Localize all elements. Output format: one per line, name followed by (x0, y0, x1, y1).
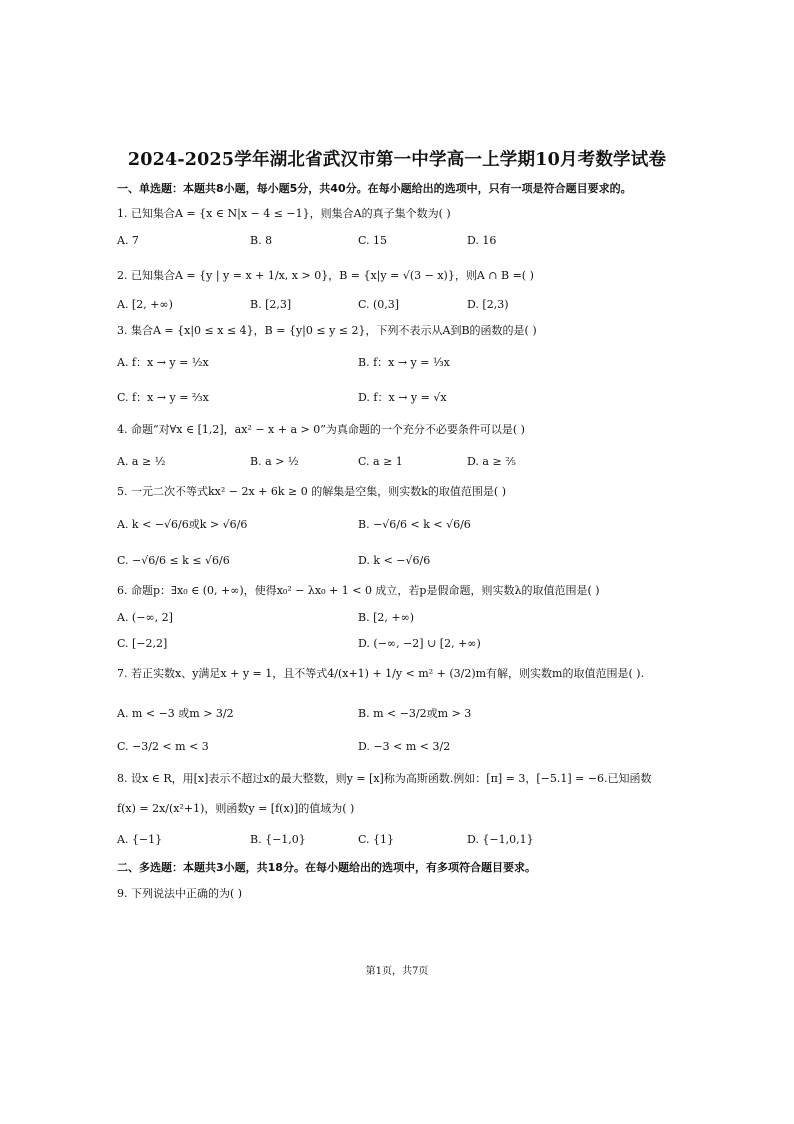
page-title: 2024-2025学年湖北省武汉市第一中学高一上学期10月考数学试卷 (127, 150, 667, 170)
question-6-option-b: B. [2, +∞) (358, 611, 415, 624)
question-1-stem: 1. 已知集合A = {x ∈ N|x − 4 ≤ −1}，则集合A的真子集个数为( ) (117, 207, 451, 220)
question-5-stem: 5. 一元二次不等式kx² − 2x + 6k ≥ 0 的解集是空集，则实数k的取值范围是( ) (117, 485, 507, 498)
question-6-option-c: C. [−2,2] (117, 637, 168, 650)
question-6-option-d: D. (−∞, −2] ∪ [2, +∞) (358, 637, 481, 650)
question-5-option-d: D. k < −√6/6 (358, 554, 431, 567)
question-8-option-d: D. {−1,0,1} (467, 833, 534, 846)
section-heading-single-choice: 一、单选题：本题共8小题，每小题5分，共40分。在每小题给出的选项中，只有一项是符合题目要求的。 (117, 182, 632, 195)
question-1-option-b: B. 8 (250, 234, 273, 247)
question-6-option-a: A. (−∞, 2] (117, 611, 173, 624)
question-5-option-c: C. −√6/6 ≤ k ≤ √6/6 (117, 554, 230, 567)
question-2-option-c: C. (0,3] (358, 298, 400, 311)
question-3-stem: 3. 集合A = {x|0 ≤ x ≤ 4}，B = {y|0 ≤ y ≤ 2}，下列不表示从A到B的函数的是( ) (117, 324, 537, 337)
question-1-option-d: D. 16 (467, 234, 497, 247)
question-4-option-c: C. a ≥ 1 (358, 455, 403, 468)
question-8-option-c: C. {1} (358, 833, 395, 846)
question-3-option-a: A. f：x → y = ½x (117, 356, 209, 369)
question-7-option-b: B. m < −3/2或m > 3 (358, 707, 472, 720)
question-3-option-b: B. f：x → y = ⅓x (358, 356, 450, 369)
question-5-option-b: B. −√6/6 < k < √6/6 (358, 518, 471, 531)
question-2-option-b: B. [2,3] (250, 298, 292, 311)
question-3-option-d: D. f：x → y = √x (358, 391, 447, 404)
question-5-option-a: A. k < −√6/6或k > √6/6 (117, 518, 248, 531)
question-8-option-a: A. {−1} (117, 833, 163, 846)
question-4-option-b: B. a > ½ (250, 455, 299, 468)
question-2-stem: 2. 已知集合A = {y | y = x + 1/x, x > 0}，B = {x|y = √(3 − x)}，则A ∩ B =( ) (117, 269, 534, 282)
section-heading-multiple-choice: 二、多选题：本题共3小题，共18分。在每小题给出的选项中，有多项符合题目要求。 (117, 861, 536, 874)
question-7-option-c: C. −3/2 < m < 3 (117, 740, 209, 753)
question-4-stem: 4. 命题“对∀x ∈ [1,2]，ax² − x + a > 0”为真命题的一个充分不必要条件可以是( ) (117, 423, 525, 436)
question-9-stem: 9. 下列说法中正确的为( ) (117, 887, 243, 900)
question-7-option-a: A. m < −3 或m > 3/2 (117, 707, 234, 720)
question-8-stem-continued: f(x) = 2x/(x²+1)，则函数y = [f(x)]的值域为( ) (117, 802, 355, 815)
question-4-option-d: D. a ≥ ⅖ (467, 455, 516, 468)
question-2-option-d: D. [2,3) (467, 298, 509, 311)
question-7-stem: 7. 若正实数x、y满足x + y = 1，且不等式4/(x+1) + 1/y < m² + (3/2)m有解，则实数m的取值范围是( ). (117, 667, 645, 680)
question-3-option-c: C. f：x → y = ⅔x (117, 391, 209, 404)
page-footer: 第1页，共7页 (365, 966, 429, 977)
question-4-option-a: A. a ≥ ½ (117, 455, 166, 468)
question-8-option-b: B. {−1,0} (250, 833, 306, 846)
question-2-option-a: A. [2, +∞) (117, 298, 173, 311)
question-1-option-a: A. 7 (117, 234, 139, 247)
question-6-stem: 6. 命题p：∃x₀ ∈ (0, +∞)，使得x₀² − λx₀ + 1 < 0 成立，若p是假命题，则实数λ的取值范围是( ) (117, 584, 600, 597)
question-8-stem: 8. 设x ∈ R，用[x]表示不超过x的最大整数，则y = [x]称为高斯函数.例如：[π] = 3，[−5.1] = −6.已知函数 (117, 772, 652, 785)
question-7-option-d: D. −3 < m < 3/2 (358, 740, 451, 753)
question-1-option-c: C. 15 (358, 234, 388, 247)
